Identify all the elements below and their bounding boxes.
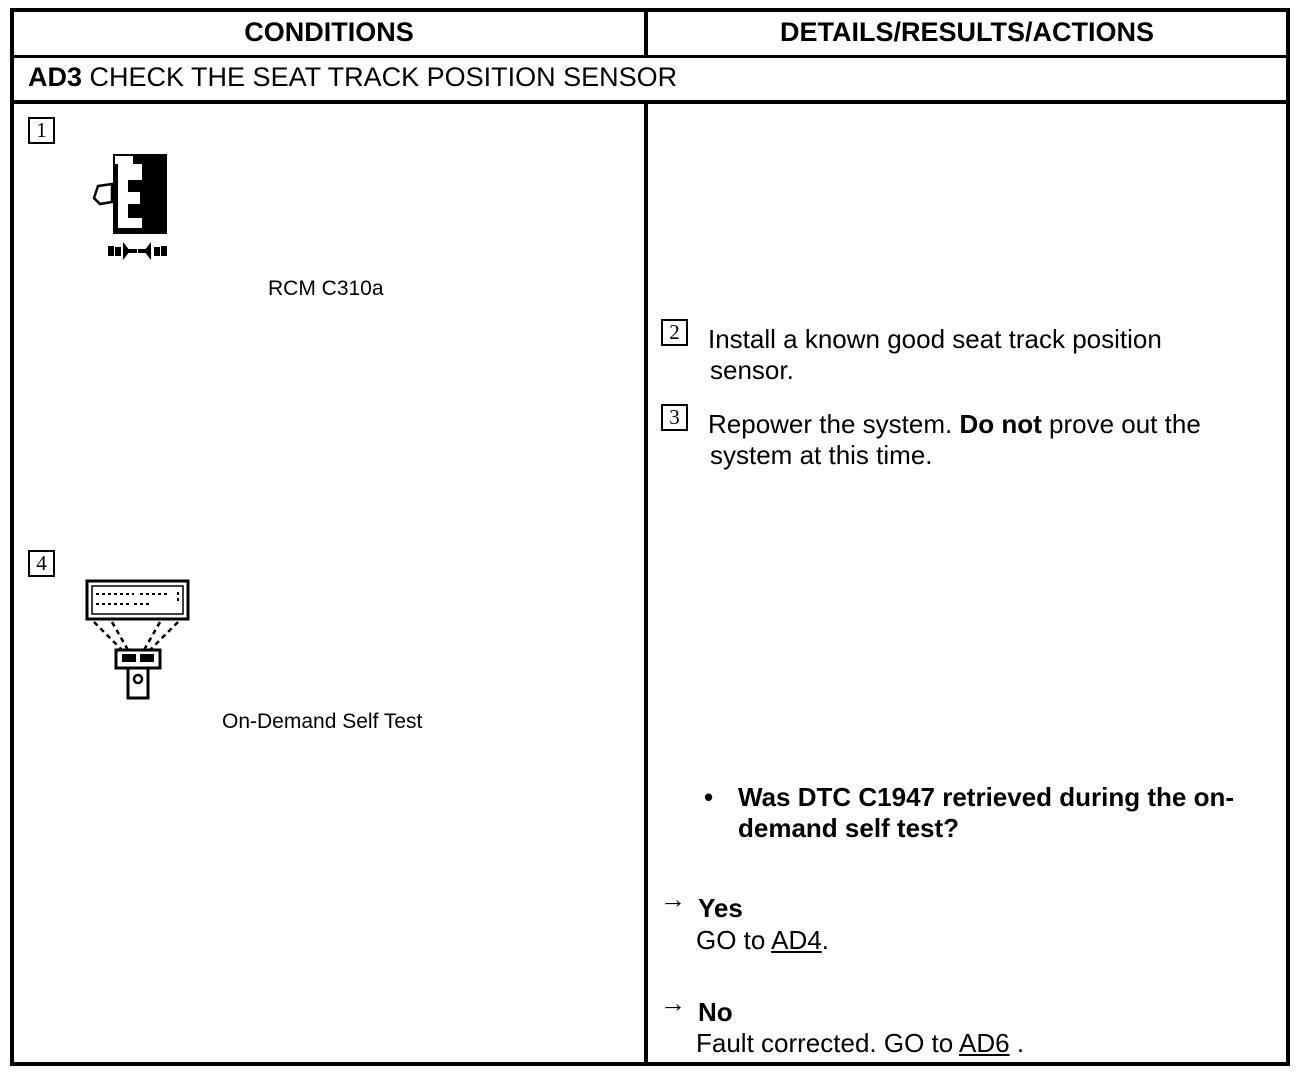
step-4-caption: On-Demand Self Test <box>222 710 423 733</box>
step-2-text <box>708 324 1162 386</box>
test-title-text: CHECK THE SEAT TRACK POSITION SENSOR <box>89 62 678 92</box>
yes-label: Yes <box>698 893 743 923</box>
yes-action <box>696 925 829 956</box>
step-2-line2: sensor. <box>710 355 794 385</box>
no-action <box>696 1028 1024 1059</box>
connector-icon <box>88 150 178 262</box>
procedure-table <box>10 8 1290 1066</box>
step-1-caption: RCM C310a <box>268 277 384 300</box>
no-label: No <box>698 997 733 1027</box>
no-action-text: Fault corrected. GO to <box>696 1028 954 1058</box>
yes-action-text: GO to <box>696 925 766 955</box>
scan-tool-icon <box>84 578 194 702</box>
step-3-pre: Repower the system. <box>708 409 953 439</box>
no-arrow-icon: → <box>660 988 686 1018</box>
step-3-line2: system at this time. <box>710 440 933 470</box>
step-2-line1: Install a known good seat track position <box>708 324 1162 354</box>
question-line1: Was DTC C1947 retrieved during the on- <box>738 782 1235 812</box>
no-action-period: . <box>1016 1028 1025 1058</box>
column-divider-body <box>644 103 648 1066</box>
test-title <box>28 62 677 93</box>
step-4-number: 4 <box>28 550 55 577</box>
yes-arrow-icon: → <box>660 884 686 914</box>
step-1-number: 1 <box>28 117 55 144</box>
link-ad6[interactable]: AD6 <box>959 1028 1010 1058</box>
header-conditions: CONDITIONS <box>244 16 414 47</box>
yes-action-period: . <box>821 925 829 955</box>
step-2-number: 2 <box>661 319 688 346</box>
title-divider <box>10 100 1290 104</box>
question-line2: demand self test? <box>738 813 960 843</box>
step-3-bold: Do not <box>959 409 1042 439</box>
test-code: AD3 <box>28 62 83 92</box>
step-3-line1 <box>708 409 1201 440</box>
question-text <box>738 782 1234 844</box>
question-bullet: • <box>704 782 714 812</box>
header-details: DETAILS/RESULTS/ACTIONS <box>779 16 1154 47</box>
step-3-post: prove out the <box>1049 409 1201 439</box>
link-ad4[interactable]: AD4 <box>771 925 822 955</box>
step-3-number: 3 <box>661 404 688 431</box>
step-3-text <box>708 409 1201 471</box>
